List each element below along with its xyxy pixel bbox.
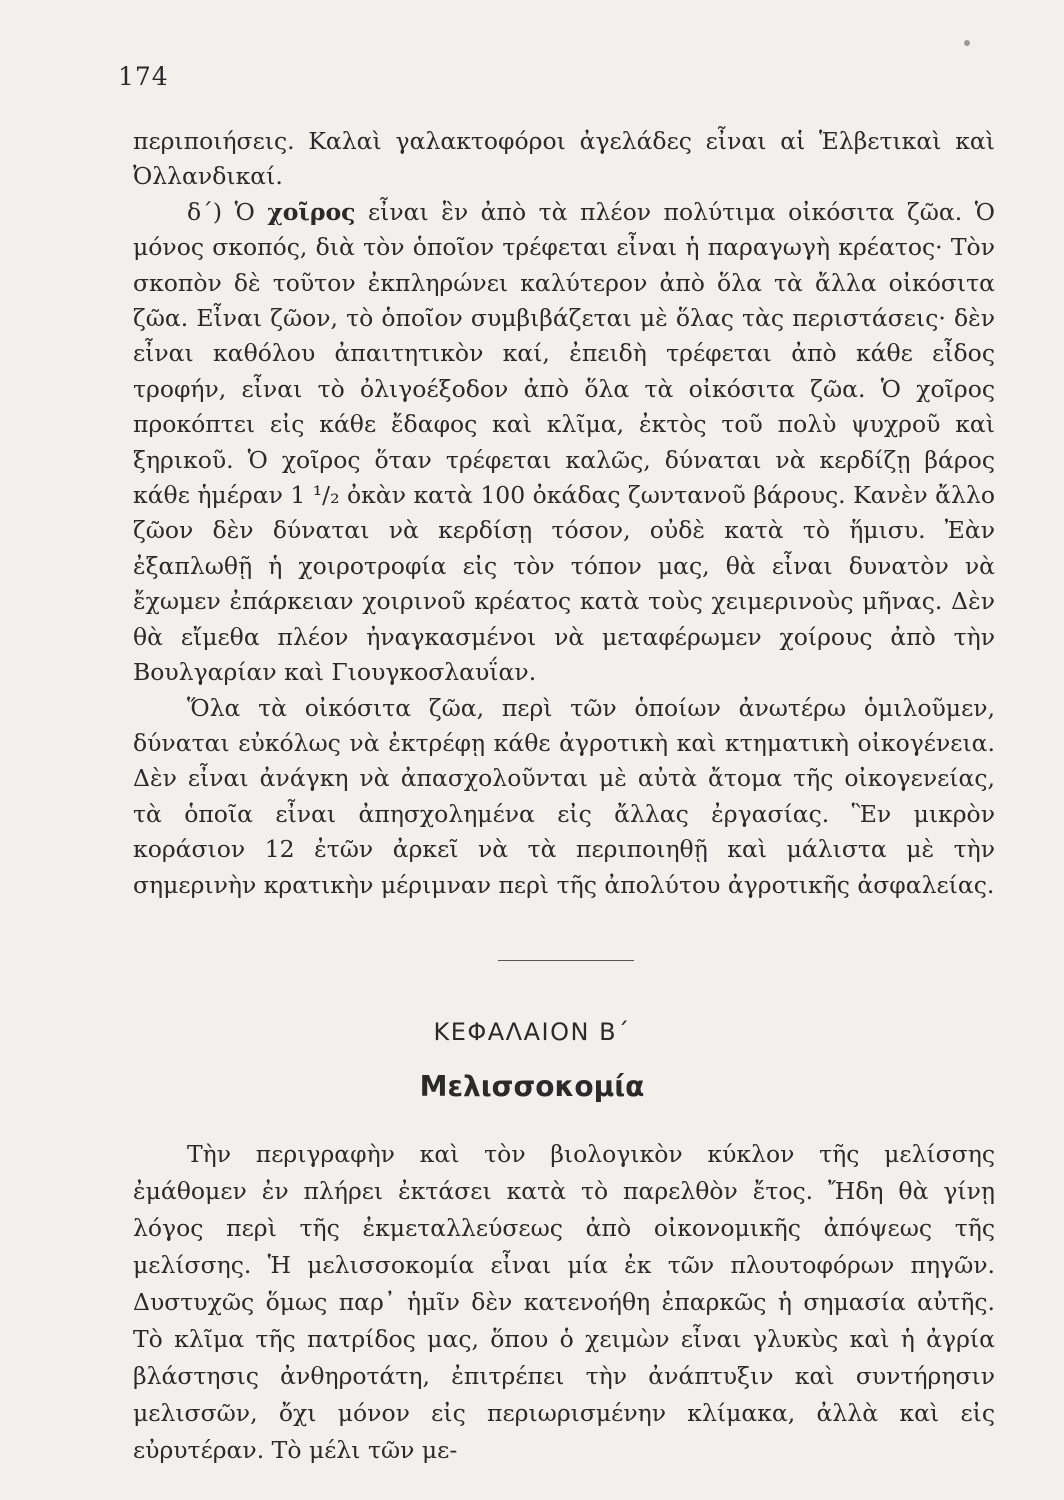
paragraph-beekeeping: Τὴν περιγραφὴν καὶ τὸν βιολογικὸν κύκλον τῆς μελίσσης ἐμάθομεν ἐν πλήρει ἐκτάσει κατὰ τὸ παρελθὸν ἔτος. Ἤδη θὰ γίνῃ λόγος περὶ τῆς ἐκμεταλλεύσεως ἀπὸ οἰκονομικῆς ἀπόψεως τῆς μελίσσης. Ἡ μελισσοκομία εἶναι μία ἐκ τῶν πλουτοφόρων πηγῶν. Δυστυχῶς ὅμως παρ᾽ ἡμῖν δὲν κατενοήθη ἐπαρκῶς ἡ σημασία αὐτῆς. Τὸ κλῖμα τῆς πατρίδος μας, ὅπου ὁ χειμὼν εἶναι γλυκὺς καὶ ἡ ἀγρία βλάστησις ἀνθηροτάτη, ἐπιτρέπει τὴν ἀνάπτυξιν καὶ συντήρησιν μελισσῶν, ὄχι μόνον εἰς περιωρισμένην κλίμακα, ἀλλὰ καὶ εἰς εὐρυτέραν. Τὸ μέλι τῶν με- (133, 1140, 995, 1464)
paragraph-cattle-end: περιποιήσεις. Καλαὶ γαλακτοφόροι ἀγελάδες εἶναι αἱ Ἑλβετικαὶ καὶ Ὀλλανδικαί. (133, 127, 995, 191)
chapter-label: ΚΕΦΑΛΑΙΟΝ Β΄ (433, 1018, 631, 1046)
ink-dot (964, 40, 970, 46)
section-text-livestock (133, 124, 995, 903)
page-number: 174 (118, 62, 169, 91)
paragraph-pig (133, 195, 995, 691)
paragraph-household-animals: Ὅλα τὰ οἰκόσιτα ζῶα, περὶ τῶν ὁποίων ἀνωτέρω ὁμιλοῦμεν, δύναται εὐκόλως νὰ ἐκτρέφῃ κάθε ἀγροτικὴ καὶ κτηματικὴ οἰκογένεια. Δὲν εἶναι ἀνάγκη νὰ ἀπασχολοῦνται μὲ αὐτὰ ἄτομα τῆς οἰκογενείας, τὰ ὁποῖα εἶναι ἀπησχολημένα εἰς ἄλλας ἐργασίας. Ἓν μικρὸν κοράσιον 12 ἐτῶν ἀρκεῖ νὰ τὰ περιποιηθῇ καὶ μάλιστα μὲ τὴν σημερινὴν κρατικὴν μέριμναν περὶ τῆς ἀπολύτου ἀγροτικῆς ἀσφαλείας. (133, 693, 995, 899)
chapter-title: Μελισσοκομία (419, 1070, 645, 1103)
paragraph-pig-prefix: δ΄) Ὁ (187, 197, 268, 226)
section-divider (498, 960, 634, 961)
section-text-beekeeping (133, 1136, 995, 1469)
term-pig: χοῖρος (267, 197, 356, 226)
paragraph-pig-body: εἶναι ἓν ἀπὸ τὰ πλέον πολύτιμα οἰκόσιτα ζῶα. Ὁ μόνος σκοπός, διὰ τὸν ὁποῖον τρέφεται εἶναι ἡ παραγωγὴ κρέατος· Τὸν σκοπὸν δὲ τοῦτον ἐκπληρώνει καλύτερον ἀπὸ ὅλα τὰ ἄλλα οἰκόσιτα ζῶα. Εἶναι ζῶον, τὸ ὁποῖον συμβιβάζεται μὲ ὅλας τὰς περιστάσεις· δὲν εἶναι καθόλου ἀπαιτητικὸν καί, ἐπειδὴ τρέφεται ἀπὸ κάθε εἶδος τροφήν, εἶναι τὸ ὀλιγοέξοδον ἀπὸ ὅλα τὰ οἰκόσιτα ζῶα. Ὁ χοῖρος προκόπτει εἰς κάθε ἔδαφος καὶ κλῖμα, ἐκτὸς τοῦ πολὺ ψυχροῦ καὶ ξηρικοῦ. Ὁ χοῖρος ὅταν τρέφεται καλῶς, δύναται νὰ κερδίζῃ βάρος κάθε ἡμέραν 1 ¹/₂ ὀκὰν κατὰ 100 ὀκάδας ζωντανοῦ βάρους. Κανὲν ἄλλο ζῶον δὲν δύναται νὰ κερδίσῃ τόσον, οὐδὲ κατὰ τὸ ἥμισυ. Ἐὰν ἐξαπλωθῇ ἡ χοιροτροφία εἰς τὸν τόπον μας, θὰ εἶναι δυνατὸν νὰ ἔχωμεν ἐπάρκειαν χοιρινοῦ κρέατος κατὰ τοὺς χειμερινοὺς μῆνας. Δὲν θὰ εἴμεθα πλέον ἠναγκασμένοι νὰ μεταφέρωμεν χοίρους ἀπὸ τὴν Βουλγαρίαν καὶ Γιουγκοσλαυΐαν. (133, 197, 995, 687)
